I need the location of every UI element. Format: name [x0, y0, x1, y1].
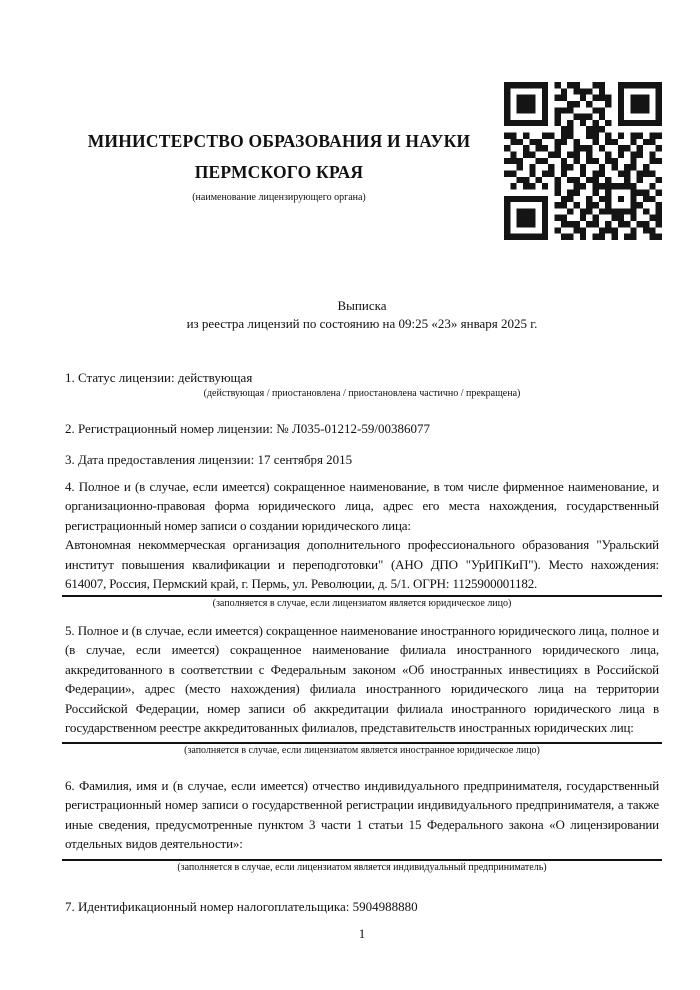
document-title-line2: из реестра лицензий по состоянию на 09:25 «23» января 2025 г. [186, 315, 538, 331]
document-title-line1: Выписка [337, 298, 387, 313]
entrepreneur-caption: (заполняется в случае, если лицензиатом является индивидуальный предприниматель) [177, 861, 547, 873]
qr-code [504, 82, 662, 240]
foreign-entity-heading: 5. Полное и (в случае, если имеется) сокращенное наименование иностранного юридического лица, полное и (в случае, если имеется) сокращенное наименование филиала иностранного юридического лица, аккредитованного в соответствии с Федеральным законом «Об иностранных инвестициях в Российской Федерации», адрес (место нахождения) филиала иностранного юридического лица на территории Российской Федерации, номер записи об аккредитации филиала иностранного юридического лица в государственном реестре аккредитованных филиалов, представительств иностранных юридических лиц: [65, 623, 659, 736]
item-taxpayer-id [65, 897, 659, 916]
foreign-entity-caption: (заполняется в случае, если лицензиатом является иностранное юридическое лицо) [184, 745, 540, 757]
legal-entity-value: Автономная некоммерческая организация дополнительного профессионального образования "Уральский институт повышения квалификации и переподготовки" (АНО ДПО "УрИПКиП"). Место нахождения: 614007, Россия, Пермский край, г. Пермь, ул. Революции, д. 5/1. ОГРН: 1125900001182. [65, 537, 659, 592]
ministry-name-line2: ПЕРМСКОГО КРАЯ [194, 162, 364, 182]
license-status-text: 1. Статус лицензии: действующая [65, 370, 253, 385]
item-legal-entity [65, 477, 659, 610]
legal-entity-heading: 4. Полное и (в случае, если имеется) сокращенное наименование, в том числе фирменное наименование, и организационно-правовая форма юридического лица, адрес его места нахождения, государственный регистрационный номер записи о создании юридического лица: [65, 479, 659, 533]
document-title [65, 297, 659, 332]
item-license-status [65, 368, 659, 400]
licensing-authority-header [40, 126, 518, 204]
registration-number-text: 2. Регистрационный номер лицензии: № Л035-01212-59/00386077 [65, 421, 431, 436]
ministry-caption: (наименование лицензирующего органа) [192, 192, 366, 203]
item-foreign-entity [65, 621, 659, 757]
taxpayer-id-text: 7. Идентификационный номер налогоплательщика: 5904988880 [65, 899, 418, 914]
grant-date-text: 3. Дата предоставления лицензии: 17 сентября 2015 [65, 452, 353, 467]
item-grant-date [65, 450, 659, 469]
license-status-caption: (действующая / приостановлена / приостановлена частично / прекращена) [203, 388, 521, 400]
legal-entity-caption: (заполняется в случае, если лицензиатом является юридическое лицо) [212, 598, 512, 610]
page-number: 1 [358, 926, 366, 941]
entrepreneur-heading: 6. Фамилия, имя и (в случае, если имеется) отчество индивидуального предпринимателя, государственный регистрационный номер записи о государственной регистрации индивидуального предпринимателя, а также иные сведения, предусмотренные пунктом 3 части 1 статьи 15 Федерального закона «О лицензировании отдельных видов деятельности»: [65, 778, 659, 852]
item-registration-number [65, 419, 659, 438]
ministry-name-line1: МИНИСТЕРСТВО ОБРАЗОВАНИЯ И НАУКИ [87, 131, 471, 151]
item-entrepreneur [65, 776, 659, 874]
